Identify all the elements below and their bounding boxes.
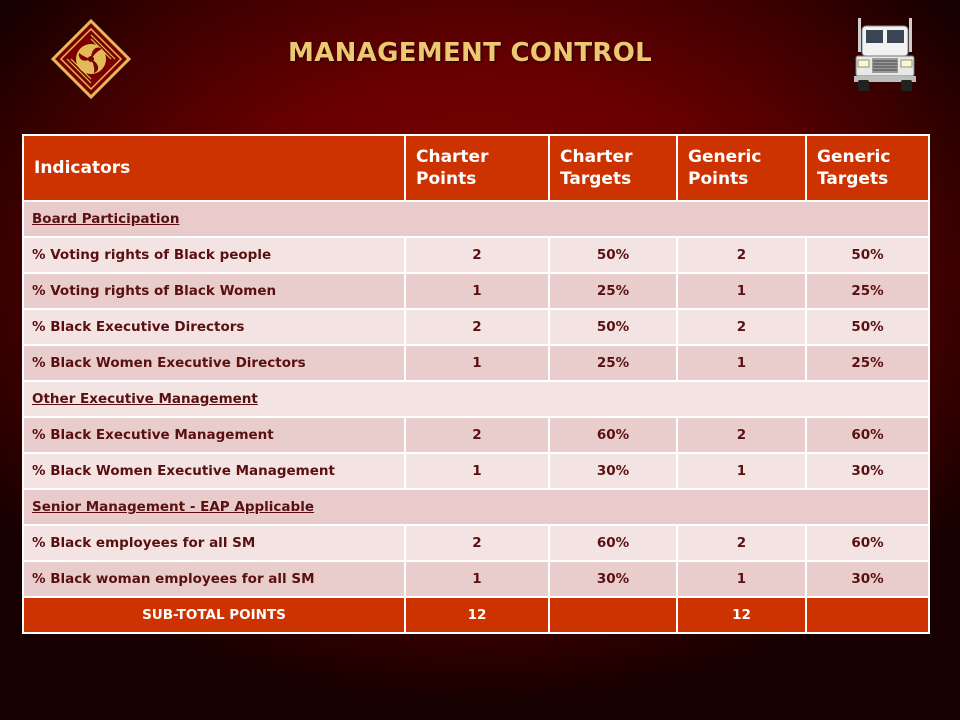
header-generic-points: Generic Points [677,135,806,201]
table-row [23,417,929,453]
header-charter-targets: Charter Targets [549,135,677,201]
generic-points-cell: 1 [677,273,806,309]
charter-points-cell: 2 [405,525,549,561]
table-row [23,453,929,489]
table-row [23,345,929,381]
table-row [23,309,929,345]
charter-targets-cell: 60% [549,417,677,453]
section-label: Senior Management - EAP Applicable [32,499,314,515]
header-indicators: Indicators [23,135,405,201]
generic-targets-cell: 30% [806,453,929,489]
header-charter-points: Charter Points [405,135,549,201]
generic-targets-cell: 25% [806,273,929,309]
generic-points-cell: 2 [677,417,806,453]
indicator-cell: % Black woman employees for all SM [23,561,405,597]
subtotal-generic-targets [806,597,929,633]
charter-targets-cell: 60% [549,525,677,561]
generic-points-cell: 1 [677,345,806,381]
charter-targets-cell: 50% [549,237,677,273]
charter-targets-cell: 25% [549,345,677,381]
subtotal-charter-points: 12 [405,597,549,633]
management-control-table [22,134,930,634]
generic-targets-cell: 30% [806,561,929,597]
charter-points-cell: 1 [405,561,549,597]
charter-points-cell: 2 [405,309,549,345]
table-header-row [23,135,929,201]
indicator-cell: % Black Executive Directors [23,309,405,345]
section-label: Other Executive Management [32,391,258,407]
generic-points-cell: 1 [677,453,806,489]
indicator-cell: % Black Women Executive Management [23,453,405,489]
subtotal-row [23,597,929,633]
indicator-cell: % Black employees for all SM [23,525,405,561]
subtotal-label: SUB-TOTAL POINTS [23,597,405,633]
generic-targets-cell: 60% [806,525,929,561]
generic-points-cell: 1 [677,561,806,597]
indicator-cell: % Voting rights of Black Women [23,273,405,309]
indicator-cell: % Voting rights of Black people [23,237,405,273]
table-row [23,273,929,309]
charter-points-cell: 1 [405,453,549,489]
table-row [23,525,929,561]
subtotal-charter-targets [549,597,677,633]
charter-points-cell: 1 [405,345,549,381]
truck-icon [852,16,918,92]
section-row-senior-management [23,489,929,525]
charter-points-cell: 2 [405,417,549,453]
generic-targets-cell: 50% [806,309,929,345]
charter-points-cell: 1 [405,273,549,309]
subtotal-generic-points: 12 [677,597,806,633]
generic-targets-cell: 60% [806,417,929,453]
charter-targets-cell: 30% [549,453,677,489]
table-row [23,237,929,273]
generic-targets-cell: 25% [806,345,929,381]
generic-targets-cell: 50% [806,237,929,273]
charter-targets-cell: 50% [549,309,677,345]
page-title: MANAGEMENT CONTROL [288,38,652,68]
indicator-cell: % Black Women Executive Directors [23,345,405,381]
generic-points-cell: 2 [677,237,806,273]
section-row-board-participation [23,201,929,237]
header-generic-targets: Generic Targets [806,135,929,201]
charter-targets-cell: 30% [549,561,677,597]
charter-targets-cell: 25% [549,273,677,309]
generic-points-cell: 2 [677,309,806,345]
section-row-other-executive-management [23,381,929,417]
charter-points-cell: 2 [405,237,549,273]
section-label: Board Participation [32,211,180,227]
table-row [23,561,929,597]
indicator-cell: % Black Executive Management [23,417,405,453]
generic-points-cell: 2 [677,525,806,561]
